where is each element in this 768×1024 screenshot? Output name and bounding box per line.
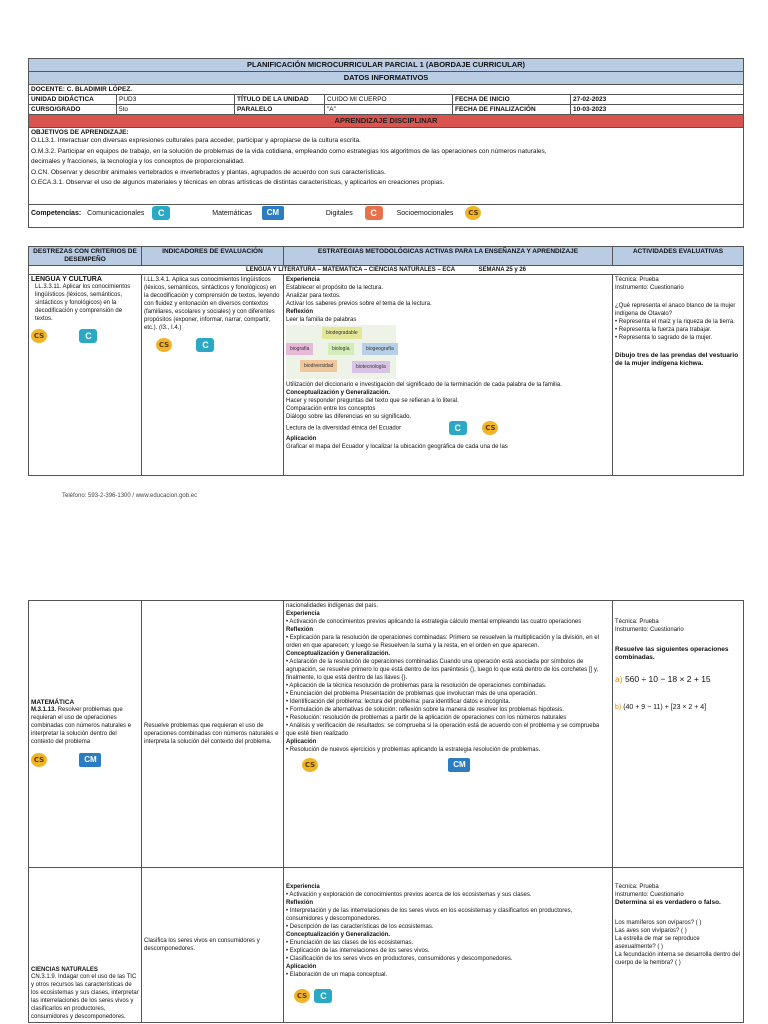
cn-est-conceptualizacion: Conceptualización y Generalización. [286, 932, 391, 938]
mat-est-line: • Formulación de alternativas de solución: reflexión sobre la manera de resolver los problemas hipótesis. [286, 707, 564, 713]
unidad-value: PUD3 [117, 95, 235, 105]
comunicacional-icon: C [79, 329, 97, 343]
word-family-image [286, 325, 396, 379]
cn-est-reflexion: Reflexión [286, 900, 314, 906]
mat-est-aplicacion: Aplicación [286, 739, 317, 745]
lengua-est-diversidad: Lectura de la diversidad étnica del Ecuador [286, 425, 402, 432]
lengua-est-reflexion: Reflexión [286, 309, 314, 315]
mat-est-line: • Enunciación del problema Presentación de problemas que involucran más de una operación. [286, 691, 537, 697]
lengua-est-line: Activar los saberes previos sobre el tema de la lectura. [286, 301, 432, 307]
lengua-actividades-cell [613, 275, 744, 476]
mat-est-top: nacionalidades indígenas del país. [286, 603, 379, 609]
titulo-label: TÍTULO DE LA UNIDAD [235, 95, 325, 105]
cn-destreza: CN.3.1.9. Indagar con el uso de las TIC y otros recursos las características de los ecosistemas y sus clases, interpretar las interrelaciones de los seres vivos y clasificarlos en productores, consumidores y descomponedores. [31, 974, 139, 1020]
lengua-est-line: Diálogo sobre las diferencias en su significado. [286, 414, 412, 420]
col-actividades: ACTIVIDADES EVALUATIVAS [613, 247, 744, 266]
lengua-estrategias-cell [284, 275, 613, 476]
competencias-label: Competencias: [31, 209, 82, 217]
lengua-question: ¿Qué representa el anaco blanco de la mujer indígena de Otavalo? [615, 303, 736, 317]
comunicacional-icon: C [196, 338, 214, 352]
mat-est-line: • Resolución de nuevos ejercicios y problemas aplicando la estrategia resolución de problemas. [286, 747, 541, 753]
mat-est-line: • Resolución: resolución de problemas a partir de la aplicación de operaciones con los números naturales [286, 715, 567, 721]
docente-label: DOCENTE: C. BLADIMIR LÓPEZ. [29, 85, 744, 95]
mat-exercise-a [615, 674, 741, 684]
matematica-icon: CM [262, 206, 284, 220]
digitales-label: Digitales [325, 209, 353, 217]
cn-est-line: • Enunciación de las clases de los ecosistemas. [286, 940, 414, 946]
lengua-est-line: Hacer y responder preguntas del texto que se refieran a lo literal. [286, 398, 459, 404]
word-tile: biografía [286, 343, 313, 355]
fin-value: 10-03-2023 [571, 105, 744, 115]
lengua-instrumento: Instrumento: Cuestionario [615, 285, 684, 291]
col-estrategias: ESTRATEGIAS METODOLÓGICAS ACTIVAS PARA LA ENSEÑANZA Y APRENDIZAJE [284, 247, 613, 266]
mat-exercise-a-label: a) [615, 674, 623, 684]
mat-title: MATEMÁTICA [31, 698, 75, 706]
mat-est-line: • Identificación del problema: lectura del problema: para identificar datos e incógnita. [286, 699, 511, 705]
cn-indicador: Clasifica los seres vivos en consumidores y descomponedores. [144, 938, 260, 952]
mat-exercise-b [615, 704, 741, 711]
cn-instrumento: Instrumento: Cuestionario [615, 892, 684, 898]
cn-title: CIENCIAS NATURALES [31, 967, 98, 973]
lengua-est-aplicacion: Aplicación [286, 436, 317, 442]
mat-est-line: • Análisis y verificación de resultados: se comprueba si la operación está de acuerdo con el problema y se comprueba que esté bien realizado [286, 723, 600, 737]
lengua-est-line: Graficar el mapa del Ecuador y localizar la ubicación geográfica de cada una de las [286, 444, 508, 450]
lengua-est-experiencia: Experiencia [286, 277, 320, 283]
mat-est-line: • Aplicación de la técnica resolución de problemas para la resolución de operaciones combinadas. [286, 683, 547, 689]
cn-est-line: • Elaboración de un mapa conceptual. [286, 972, 388, 978]
areas-text: LENGUA Y LITERATURA – MATEMÁTICA – CIENCIAS NATURALES – ECA [245, 267, 455, 273]
cn-indicador-cell [142, 868, 284, 1023]
titulo-value: CUIDO MI CUERPO [325, 95, 453, 105]
socioemocional-icon: CS [156, 338, 172, 352]
word-tile: biodegradable [322, 327, 362, 339]
mat-estrategias-cell [284, 601, 613, 868]
cn-est-line: • Clasificación de los seres vivos en productores, consumidores y descomponedores. [286, 956, 513, 962]
matematica-icon: CM [448, 758, 470, 772]
planning-table [28, 246, 744, 476]
page-two [0, 560, 768, 1024]
objetivo-line: O.CN. Observar y describir animales vertebrados e invertebrados y plantas, agrupados de acuerdo con sus características. [31, 168, 386, 176]
cn-item: La estrella de mar se reproduce asexualmente? ( ) [615, 936, 700, 950]
cn-task: Determina si es verdadero o falso. [615, 899, 721, 906]
col-indicadores: INDICADORES DE EVALUACIÓN [142, 247, 284, 266]
mat-est-reflexion: Reflexión [286, 627, 314, 633]
lengua-est-line: Utilización del diccionario e investigación del significado de la terminación de cada palabra de la familia. [286, 382, 562, 388]
lengua-destreza-cell [29, 275, 142, 476]
mat-indicador-cell [142, 601, 284, 868]
objetivo-line: decimales y fracciones, la tecnología y los conceptos de proporcionalidad. [31, 158, 245, 165]
comunicacional-icon: C [152, 206, 170, 220]
datos-informativos-heading: DATOS INFORMATIVOS [29, 72, 744, 85]
cn-destreza-cell [29, 868, 142, 1023]
aprendizaje-disciplinar-heading: APRENDIZAJE DISCIPLINAR [29, 115, 744, 128]
lengua-destreza: LL.3.3.11. Aplicar los conocimientos lingüísticos (léxicos, semánticos, sintácticos y fonológicos) en la decodificación y comprensión de textos. [35, 284, 131, 322]
lengua-indicador: I.LL.3.4.1. Aplica sus conocimientos lingüísticos (léxicos, semánticos, sintácticos y fonológicos) en la decodificación y comprensión de textos, leyendo con fluidez y entonación en diversos contextos (familiares, escolares y sociales) y con diferentes propósitos (exponer, informar, narrar, compartir, etc.). (I3., I.4.) [144, 277, 280, 331]
unidad-label: UNIDAD DIDÁCTICA [29, 95, 117, 105]
cn-est-line: • Descripción de las características de los ecosistemas. [286, 924, 434, 930]
comunicacionales-label: Comunicacionales [87, 209, 145, 217]
planning-table-continued [28, 600, 744, 1023]
lengua-tecnica: Técnica: Prueba [615, 277, 659, 283]
lengua-est-line: Establecer el propósito de la lectura. [286, 285, 384, 291]
lengua-indicador-cell [142, 275, 284, 476]
cn-item: La fecundación interna se desarrolla dentro del cuerpo de la hembra? ( ) [615, 952, 741, 966]
comunicacional-icon: C [314, 989, 332, 1003]
semana-text: SEMANA 25 y 26 [478, 267, 527, 273]
word-tile: biología [328, 343, 354, 355]
lengua-est-line: Comparación entre los conceptos [286, 406, 376, 412]
plan-title: PLANIFICACIÓN MICROCURRICULAR PARCIAL 1 (ABORDAJE CURRICULAR) [29, 59, 744, 72]
mat-exercise-a-expr: 560 ÷ 10 − 18 × 2 + 15 [624, 674, 711, 684]
competencias-row [29, 205, 744, 228]
inicio-label: FECHA DE INICIO [453, 95, 571, 105]
word-tile: biogeografía [362, 343, 398, 355]
lengua-est-line [286, 421, 610, 435]
lengua-est-line: Analizar para textos. [286, 293, 341, 299]
areas-row [29, 266, 744, 275]
mat-est-conceptualizacion: Conceptualización y Generalización. [286, 651, 391, 657]
footer-contact: Teléfono: 593-2-396-1300 / www.educacion.gob.ec [62, 493, 198, 499]
lengua-option: • Representa la fuerza para trabajar. [615, 327, 712, 333]
socioemocionales-label: Socioemocionales [396, 209, 454, 217]
comunicacional-icon: C [449, 421, 467, 435]
cn-est-experiencia: Experiencia [286, 884, 320, 890]
curso-label: CURSO/GRADO [29, 105, 117, 115]
mat-est-experiencia: Experiencia [286, 611, 320, 617]
cn-est-line: • Activación y exploración de conocimientos previos acerca de los ecosistemas y sus clases. [286, 892, 532, 898]
mat-actividades-cell [613, 601, 744, 868]
lengua-option: • Representa lo sagrado de la mujer. [615, 335, 713, 341]
cn-tecnica: Técnica: Prueba [615, 884, 659, 890]
col-destrezas: DESTREZAS CON CRITERIOS DE DESEMPEÑO [29, 247, 142, 266]
lengua-est-conceptualizacion: Conceptualización y Generalización. [286, 390, 391, 396]
mat-destreza [31, 706, 139, 746]
mat-est-line: • Aclaración de la resolución de operaciones combinadas Cuando una operación está asociada por símbolos de agrupación, se resuelve primero lo que está dentro de los paréntesis (), luego lo que está dentro de los corchetes [] y, finalmente, lo que está dentro de las llaves {}. [286, 659, 599, 681]
cn-est-line: • Interpretación y de las interrelaciones de los seres vivos en los ecosistemas y clasificarlos en productores, consumidores y descomponedores. [286, 908, 573, 922]
cn-est-aplicacion: Aplicación [286, 964, 317, 970]
cn-est-line: • Explicación de las interrelaciones de los seres vivos. [286, 948, 430, 954]
lengua-est-line: Leer la familia de palabras [286, 317, 357, 323]
header-table [28, 58, 744, 228]
mat-indicador: Resuelve problemas que requieran el uso de operaciones combinadas con números naturales e interpreta la solución del contexto del problema. [144, 723, 279, 745]
mat-est-line: • Explicación para la resolución de operaciones combinadas: Primero se resuelven la multiplicación y la división, en el orden en que aparecen; y luego se Resuelven la suma y la resta, en el orden en que aparecen. [286, 635, 599, 649]
curso-value: 5to [117, 105, 235, 115]
lengua-title: LENGUA Y CULTURA [31, 276, 102, 283]
lengua-task: Dibujo tres de las prendas del vestuario de la mujer indígena kichwa. [615, 352, 739, 367]
mat-task: Resuelve las siguientes operaciones combinadas. [615, 646, 729, 661]
socioemocional-icon: CS [465, 206, 481, 220]
fin-label: FECHA DE FINALIZACIÓN [453, 105, 571, 115]
cn-estrategias-cell [284, 868, 613, 1023]
digital-icon: C [365, 206, 383, 220]
cn-item: Los mamíferos son ovíparos? ( ) [615, 920, 702, 926]
cn-item: Las aves son vivíparos? ( ) [615, 928, 687, 934]
objetivos-title: OBJETIVOS DE APRENDIZAJE: [31, 129, 129, 136]
mat-instrumento: Instrumento: Cuestionario [615, 627, 684, 633]
word-tile: biodiversidad [300, 360, 337, 372]
mat-exercise-b-label: b) [615, 704, 622, 711]
mat-destreza-code: M.3.1.13. [31, 706, 57, 713]
objetivo-line: O.LL3.1. Interactuar con diversas expresiones culturales para acceder, participar y apropiarse de la cultura escrita. [31, 137, 361, 144]
matematica-icon: CM [79, 753, 101, 767]
mat-destreza-cell [29, 601, 142, 868]
lengua-option: • Representa el maíz y la riqueza de la tierra. [615, 319, 735, 325]
socioemocional-icon: CS [294, 989, 310, 1003]
cn-actividades-cell [613, 868, 744, 1023]
socioemocional-icon: CS [31, 329, 47, 343]
socioemocional-icon: CS [482, 421, 498, 435]
objetivos-cell [29, 128, 744, 205]
paralelo-value: "A" [325, 105, 453, 115]
matematicas-label: Matemáticas [212, 209, 252, 217]
objetivo-line: O.M.3.2. Participar en equipos de trabajo, en la solución de problemas de la vida cotidiana, empleando como estrategias los algoritmos de las operaciones con números naturales, [31, 147, 547, 155]
mat-exercise-b-expr: (40 + 9 − 11) + [23 × 2 + 4] [623, 704, 707, 711]
word-tile: biotecnología [352, 361, 390, 373]
socioemocional-icon: CS [31, 753, 47, 767]
mat-destreza-text: Resolver problemas que requieran el uso de operaciones combinadas con números naturales e interpretar la solución dentro del contexto del problema [31, 706, 132, 745]
inicio-value: 27-02-2023 [571, 95, 744, 105]
mat-tecnica: Técnica: Prueba [615, 619, 659, 625]
mat-est-line: • Activación de conocimientos previos aplicando la estrategia cálculo mental empleando las cuatro operaciones [286, 619, 582, 625]
socioemocional-icon: CS [302, 758, 318, 772]
paralelo-label: PARALELO [235, 105, 325, 115]
objetivo-line: O.ECA.3.1. Observar el uso de algunos materiales y técnicas en obras artísticas de distintas características, y aplicarlos en creaciones propias. [31, 179, 445, 186]
